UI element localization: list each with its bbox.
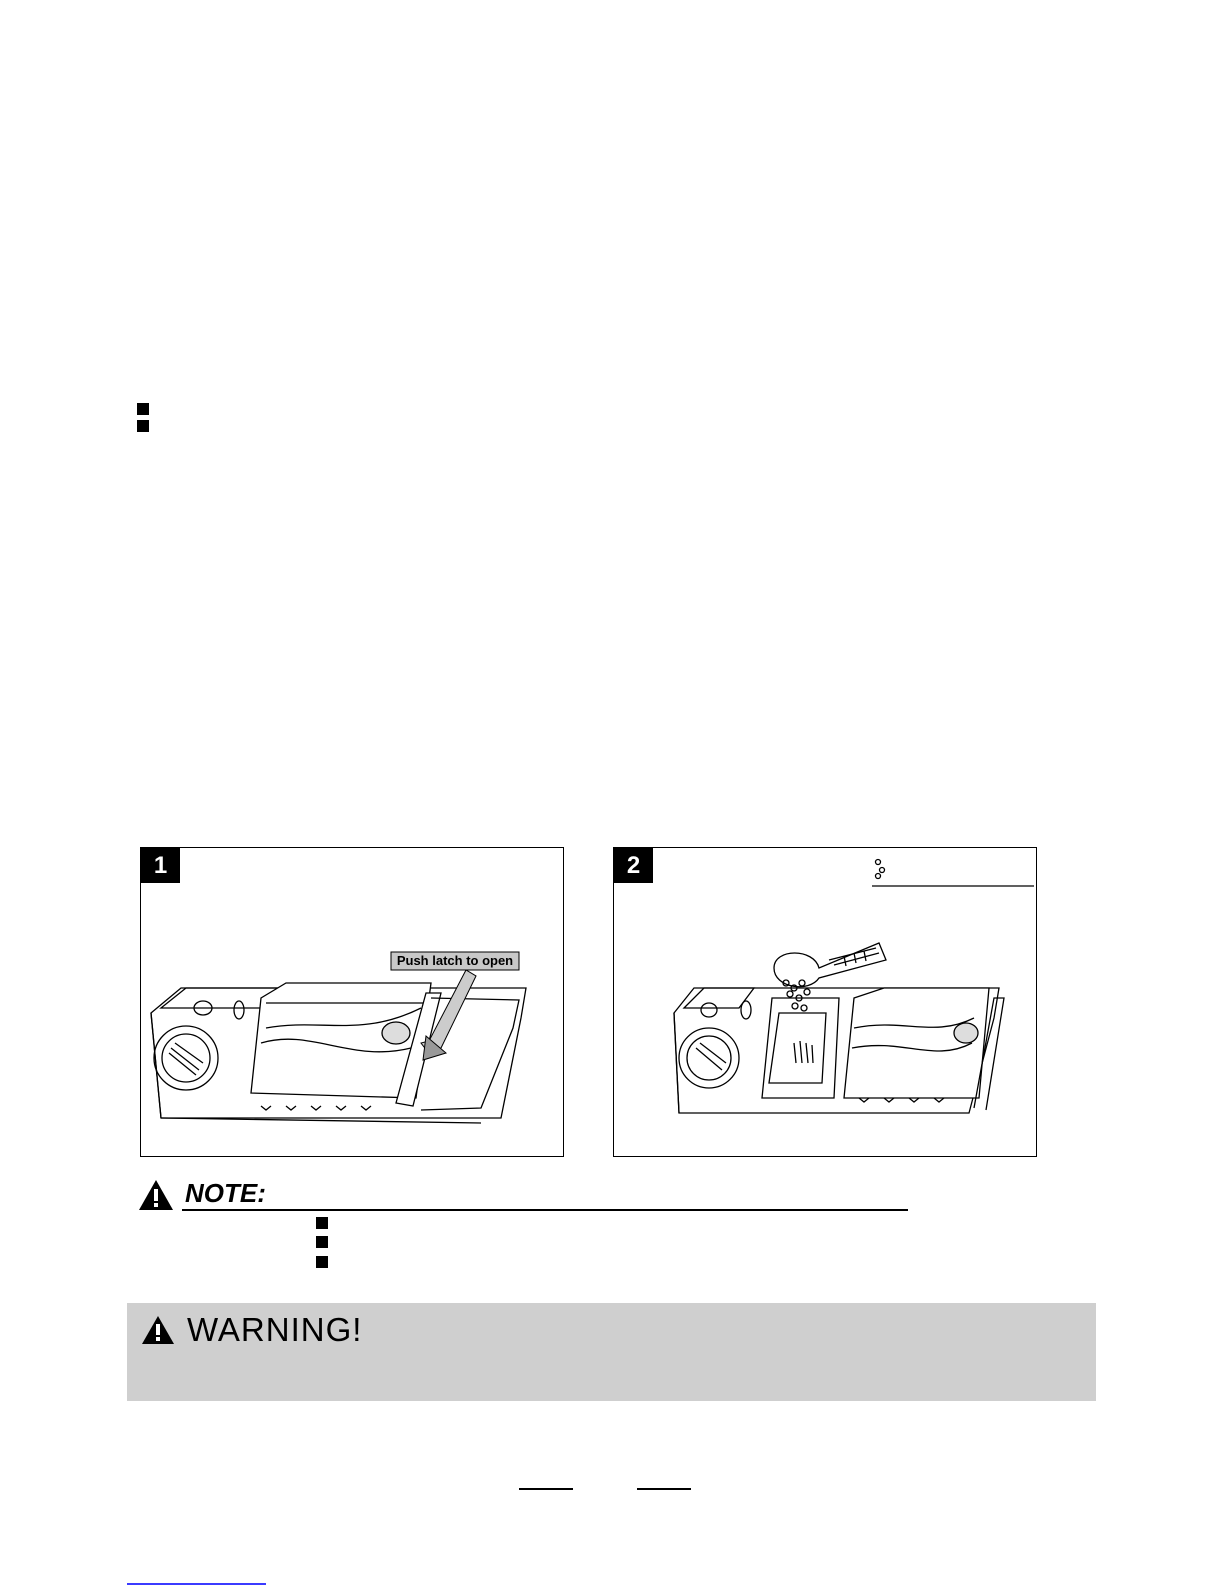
note-rule: [182, 1209, 908, 1211]
step-number-badge: 1: [141, 848, 180, 883]
bottom-link-underline: [127, 1583, 266, 1585]
bullet-square: [137, 420, 149, 432]
step-number-badge: 2: [614, 848, 653, 883]
figure-step-1: [140, 847, 564, 1157]
warning-box: [127, 1303, 1096, 1401]
bullet-square: [316, 1236, 328, 1248]
dispenser-illustration-open: [614, 848, 1038, 1158]
bullet-square: [316, 1256, 328, 1268]
bullet-square: [137, 403, 149, 415]
warning-triangle-icon: [137, 1178, 175, 1212]
footer-rule-left: [519, 1488, 573, 1490]
warning-title: WARNING!: [187, 1311, 363, 1348]
dispenser-illustration-closed: [141, 848, 565, 1158]
bullet-square: [316, 1217, 328, 1229]
note-section: [137, 1178, 917, 1214]
callout-label: Push latch to open: [396, 953, 514, 968]
figure-step-2: [613, 847, 1037, 1157]
note-label: NOTE:: [185, 1178, 266, 1208]
warning-triangle-icon: [141, 1315, 175, 1345]
footer-rule-right: [637, 1488, 691, 1490]
